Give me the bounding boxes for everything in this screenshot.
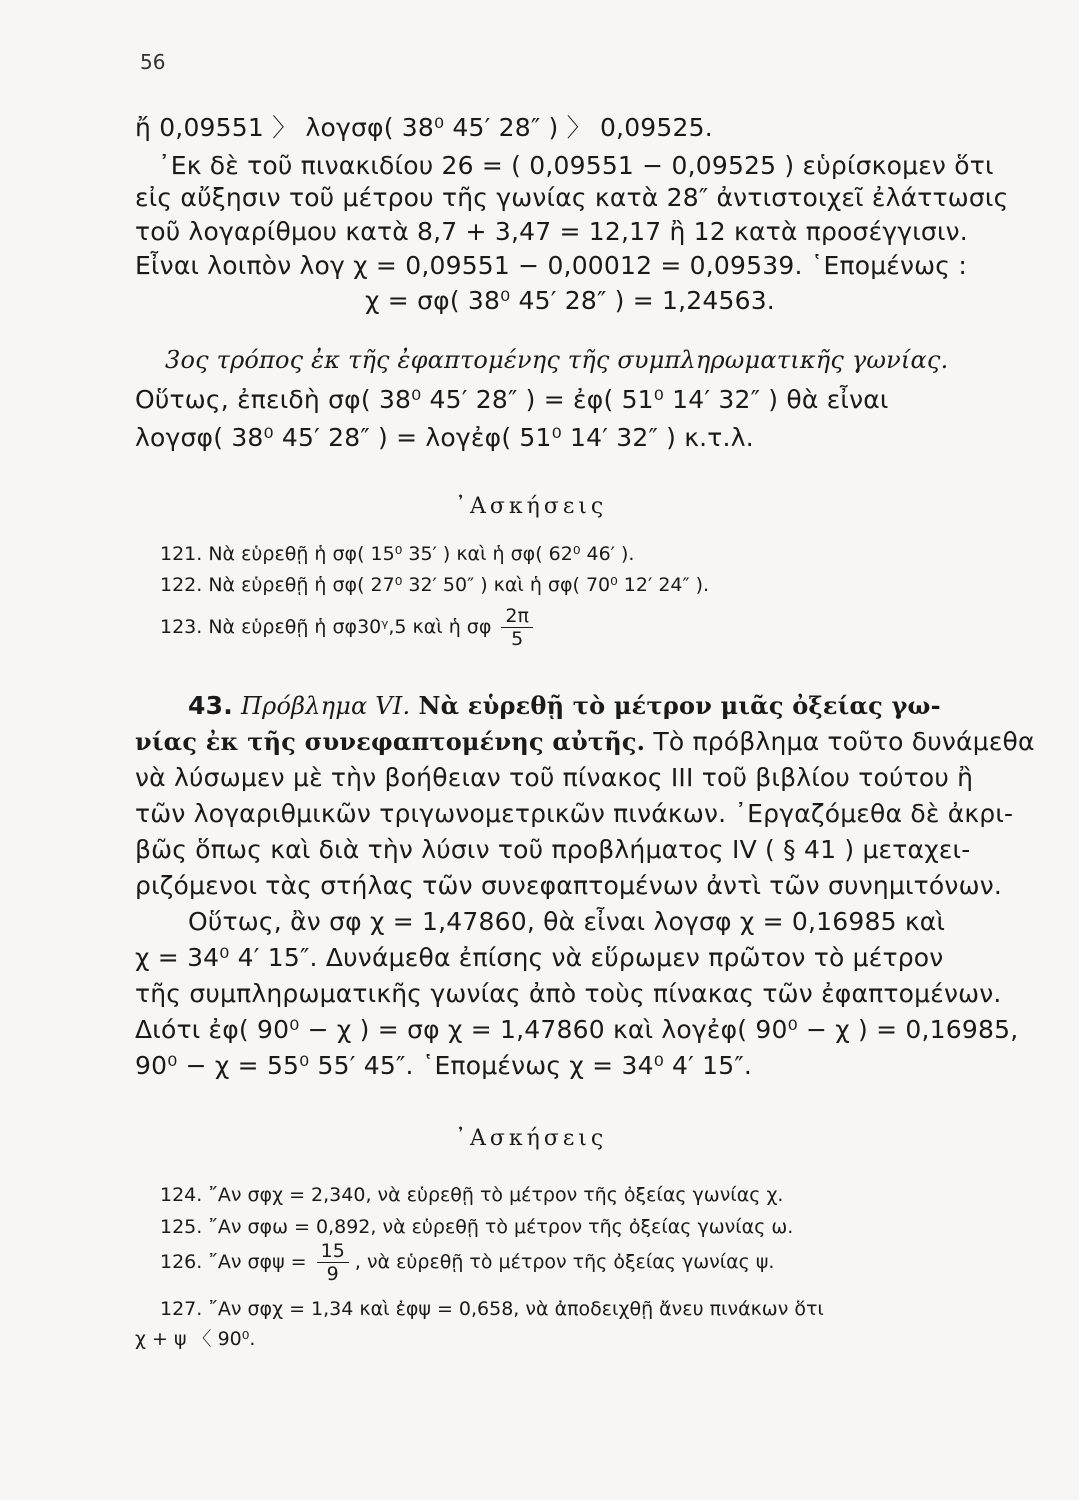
exercise-item-cont: χ + ψ 〈 90⁰. bbox=[135, 1328, 256, 1350]
exercise-text: , νὰ εὑρεθῇ τὸ μέτρον τῆς ὀξείας γωνίας ψ. bbox=[354, 1251, 775, 1273]
fraction bbox=[501, 605, 533, 650]
exercise-item: 127. ῎Αν σφχ = 1,34 καὶ ἐφψ = 0,658, νὰ ἀποδειχθῇ ἄνευ πινάκων ὅτι bbox=[160, 1298, 824, 1320]
problem-title-cont: νίας ἐκ τῆς συνεφαπτομένης αὐτῆς. bbox=[135, 727, 646, 756]
exercise-item: 124. ῎Αν σφχ = 2,340, νὰ εὑρεθῇ τὸ μέτρον τῆς ὀξείας γωνίας χ. bbox=[160, 1184, 784, 1206]
fraction-numerator: 2π bbox=[501, 605, 533, 628]
text-line: Οὕτως, ἐπειδὴ σφ( 38⁰ 45′ 28″ ) = ἐφ( 51⁰ 14′ 32″ ) θὰ εἶναι bbox=[135, 385, 889, 414]
exercise-item: 122. Νὰ εὑρεθῇ ἡ σφ( 27⁰ 32′ 50″ ) καὶ ἡ σφ( 70⁰ 12′ 24″ ). bbox=[160, 574, 710, 596]
fraction-denominator: 9 bbox=[326, 1263, 339, 1285]
problem-title: Νὰ εὑρεθῇ τὸ μέτρον μιᾶς ὀξείας γω- bbox=[418, 691, 941, 720]
problem-text: Τὸ πρόβλημα τοῦτο δυνάμεθα bbox=[653, 727, 1035, 756]
equation-line: χ = σφ( 38⁰ 45′ 28″ ) = 1,24563. bbox=[365, 286, 775, 315]
text-line: Εἶναι λοιπὸν λογ χ = 0,09551 − 0,00012 = 0,09539. ῾Επομένως : bbox=[135, 251, 967, 280]
exercises-heading: ᾿Ασκήσεις bbox=[455, 1126, 608, 1151]
text-line: λογσφ( 38⁰ 45′ 28″ ) = λογἐφ( 51⁰ 14′ 32″ ) κ.τ.λ. bbox=[135, 423, 754, 452]
exercise-item: 121. Νὰ εὑρεθῇ ἡ σφ( 15⁰ 35′ ) καὶ ἡ σφ( 62⁰ 46′ ). bbox=[160, 543, 635, 565]
text-line: εἰς αὔξησιν τοῦ μέτρου τῆς γωνίας κατὰ 28″ ἀντιστοιχεῖ ἐλάττωσις bbox=[135, 183, 1009, 212]
exercise-item bbox=[160, 605, 533, 650]
problem-heading bbox=[188, 690, 941, 722]
method-title: 3ος τρόπος ἐκ τῆς ἐφαπτομένης τῆς συμπληρωματικῆς γωνίας. bbox=[165, 346, 949, 374]
fraction-numerator: 15 bbox=[317, 1240, 349, 1263]
fraction bbox=[317, 1240, 349, 1285]
text-line: βῶς ὅπως καὶ διὰ τὴν λύσιν τοῦ προβλήματος IV ( § 41 ) μεταχει- bbox=[135, 835, 971, 864]
text-line: ᾿Εκ δὲ τοῦ πινακιδίου 26 = ( 0,09551 − 0,09525 ) εὑρίσκομεν ὅτι bbox=[158, 151, 994, 180]
text-line: τῶν λογαριθμικῶν τριγωνομετρικῶν πινάκων. ᾿Εργαζόμεθα δὲ ἀκρι- bbox=[135, 799, 1014, 828]
exercise-item: 125. ῎Αν σφω = 0,892, νὰ εὑρεθῇ τὸ μέτρον τῆς ὀξείας γωνίας ω. bbox=[160, 1216, 794, 1238]
exercise-text: 126. ῎Αν σφψ = bbox=[160, 1251, 307, 1273]
exercises-heading: ᾿Ασκήσεις bbox=[455, 494, 608, 519]
exercise-text: 123. Νὰ εὑρεθῇ ἡ σφ30ᵞ,5 καὶ ἡ σφ bbox=[160, 616, 492, 638]
text-line: χ = 34⁰ 4′ 15″. Δυνάμεθα ἐπίσης νὰ εὕρωμεν πρῶτον τὸ μέτρον bbox=[135, 943, 944, 972]
text-line: νὰ λύσωμεν μὲ τὴν βοήθειαν τοῦ πίνακος ΙΙΙ τοῦ βιβλίου τούτου ἢ bbox=[135, 763, 974, 792]
exercise-item bbox=[160, 1240, 774, 1285]
problem-number: 43. bbox=[188, 691, 233, 720]
text-line: τῆς συμπληρωματικῆς γωνίας ἀπὸ τοὺς πίνακας τῶν ἐφαπτομένων. bbox=[135, 979, 1002, 1008]
fraction-denominator: 5 bbox=[511, 628, 524, 650]
text-line: 90⁰ − χ = 55⁰ 55′ 45″. ῾Επομένως χ = 34⁰ 4′ 15″. bbox=[135, 1051, 753, 1080]
text-line: ριζόμενοι τὰς στήλας τῶν συνεφαπτομένων ἀντὶ τῶν συνημιτόνων. bbox=[135, 871, 1003, 900]
text-line: Διότι ἐφ( 90⁰ − χ ) = σφ χ = 1,47860 καὶ λογἐφ( 90⁰ − χ ) = 0,16985, bbox=[135, 1015, 1019, 1044]
text-line: ἤ 0,09551 〉 λογσφ( 38⁰ 45′ 28″ ) 〉 0,09525. bbox=[135, 113, 713, 142]
problem-title-line bbox=[135, 726, 1035, 758]
page-number: 56 bbox=[140, 50, 166, 74]
problem-label: Πρόβλημα VI. bbox=[241, 692, 411, 720]
text-line: Οὕτως, ἂν σφ χ = 1,47860, θὰ εἶναι λογσφ χ = 0,16985 καὶ bbox=[188, 907, 946, 936]
text-line: τοῦ λογαρίθμου κατὰ 8,7 + 3,47 = 12,17 ἢ 12 κατὰ προσέγγισιν. bbox=[135, 217, 968, 246]
